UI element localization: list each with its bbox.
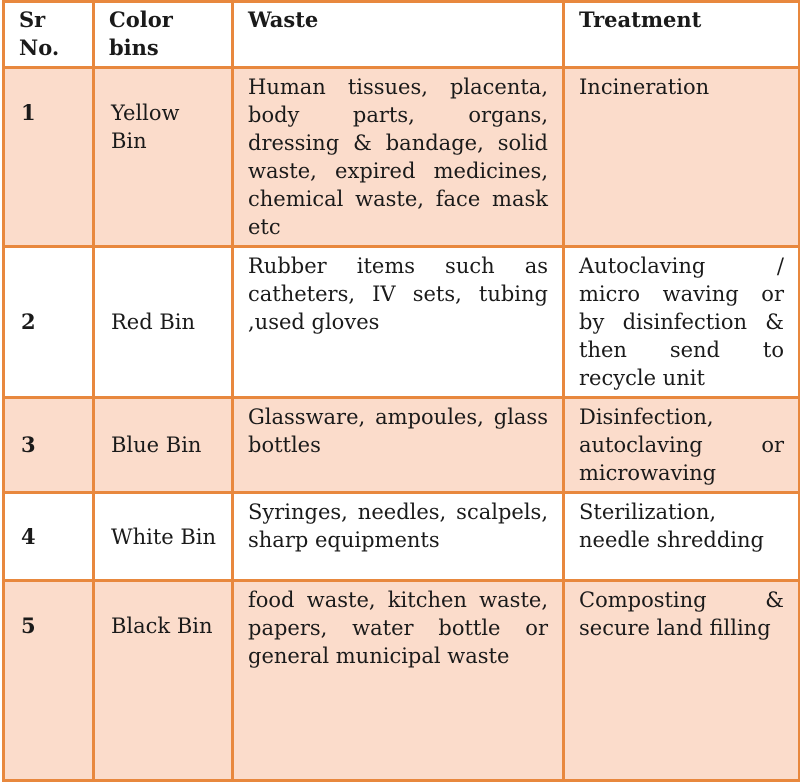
bin-color: Red Bin	[94, 247, 233, 398]
header-color-bins: Color bins	[94, 2, 233, 68]
sr-number: 3	[4, 398, 94, 493]
header-waste: Waste	[233, 2, 564, 68]
header-sr-no: Sr No.	[4, 2, 94, 68]
treatment-description: Sterilization, needle shredding	[564, 493, 800, 581]
table-row	[4, 247, 800, 398]
table-row	[4, 493, 800, 581]
sr-number: 5	[4, 581, 94, 781]
table-row	[4, 68, 800, 247]
treatment-description: Autoclaving / micro waving or by disinfection & then send to recycle unit	[564, 247, 800, 398]
table-row	[4, 398, 800, 493]
header-treatment: Treatment	[564, 2, 800, 68]
bin-color: White Bin	[94, 493, 233, 581]
waste-treatment-table	[2, 0, 800, 782]
bin-color: Black Bin	[94, 581, 233, 781]
bin-color: Blue Bin	[94, 398, 233, 493]
waste-description: Glassware, ampoules, glass bottles	[233, 398, 564, 493]
sr-number: 4	[4, 493, 94, 581]
sr-number: 2	[4, 247, 94, 398]
waste-description: Human tissues, placenta, body parts, organs, dressing & bandage, solid waste, expired medicines, chemical waste, face mask etc	[233, 68, 564, 247]
waste-description: Rubber items such as catheters, IV sets, tubing ,used gloves	[233, 247, 564, 398]
treatment-description: Disinfection, autoclaving or microwaving	[564, 398, 800, 493]
header-row	[4, 2, 800, 68]
sr-number: 1	[4, 68, 94, 247]
waste-description: food waste, kitchen waste, papers, water bottle or general municipal waste	[233, 581, 564, 781]
waste-description: Syringes, needles, scalpels, sharp equipments	[233, 493, 564, 581]
bin-color: Yellow Bin	[94, 68, 233, 247]
treatment-description: Composting & secure land filling	[564, 581, 800, 781]
treatment-description: Incineration	[564, 68, 800, 247]
table-row	[4, 581, 800, 781]
